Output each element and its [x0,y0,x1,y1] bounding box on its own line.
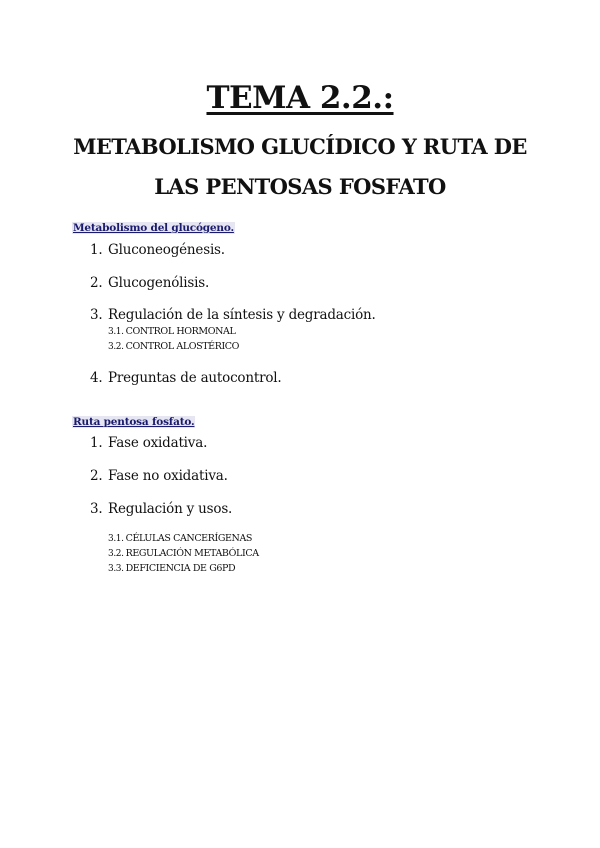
sub-list-item-number: 3.1. [108,534,124,544]
list-item-text: Gluconeogénesis. [108,242,225,258]
list-item-number: 1. [90,435,103,451]
sub-list-item-number: 3.3. [108,564,124,574]
sub-list-item-text: CONTROL ALOSTÉRICO [125,341,240,352]
page-title: TEMA 2.2.: [206,80,394,116]
sub-list-item-text: CONTROL HORMONAL [125,326,236,337]
sub-list-item [108,326,235,337]
list-item-number: 3. [90,501,103,517]
list-item [90,370,281,386]
sub-list-item [108,548,259,559]
sub-list-item [108,533,252,544]
list-item-text: Regulación de la síntesis y degradación. [108,307,376,323]
page-subtitle-line-2: LAS PENTOSAS FOSFATO [154,174,446,199]
sub-list-item-number: 3.1. [108,327,124,337]
page-subtitle-line-1: METABOLISMO GLUCÍDICO Y RUTA DE [73,134,527,159]
list-item [90,307,376,323]
section-heading-pentose: Ruta pentosa fosfato. [73,416,195,428]
list-item [90,501,232,517]
list-item-number: 4. [90,370,103,386]
sub-list-item-number: 3.2. [108,342,124,352]
list-item-text: Glucogenólisis. [108,275,210,291]
sub-list-item [108,341,239,352]
list-item [90,242,225,258]
list-item [90,275,209,291]
list-item [90,435,207,451]
list-item-text: Fase oxidativa. [108,435,208,451]
list-item-text: Preguntas de autocontrol. [108,370,282,386]
list-item-text: Regulación y usos. [108,501,233,517]
list-item-number: 2. [90,468,103,484]
list-item-number: 3. [90,307,103,323]
list-item-number: 2. [90,275,103,291]
section-heading-glycogen: Metabolismo del glucógeno. [73,222,234,234]
list-item-number: 1. [90,242,103,258]
sub-list-item-text: REGULACIÓN METABÓLICA [125,548,259,559]
sub-list-item-number: 3.2. [108,549,124,559]
list-item [90,468,228,484]
sub-list-item [108,563,235,574]
list-item-text: Fase no oxidativa. [108,468,228,484]
sub-list-item-text: DEFICIENCIA DE G6PD [125,563,236,574]
sub-list-item-text: CÉLULAS CANCERÍGENAS [125,533,253,544]
